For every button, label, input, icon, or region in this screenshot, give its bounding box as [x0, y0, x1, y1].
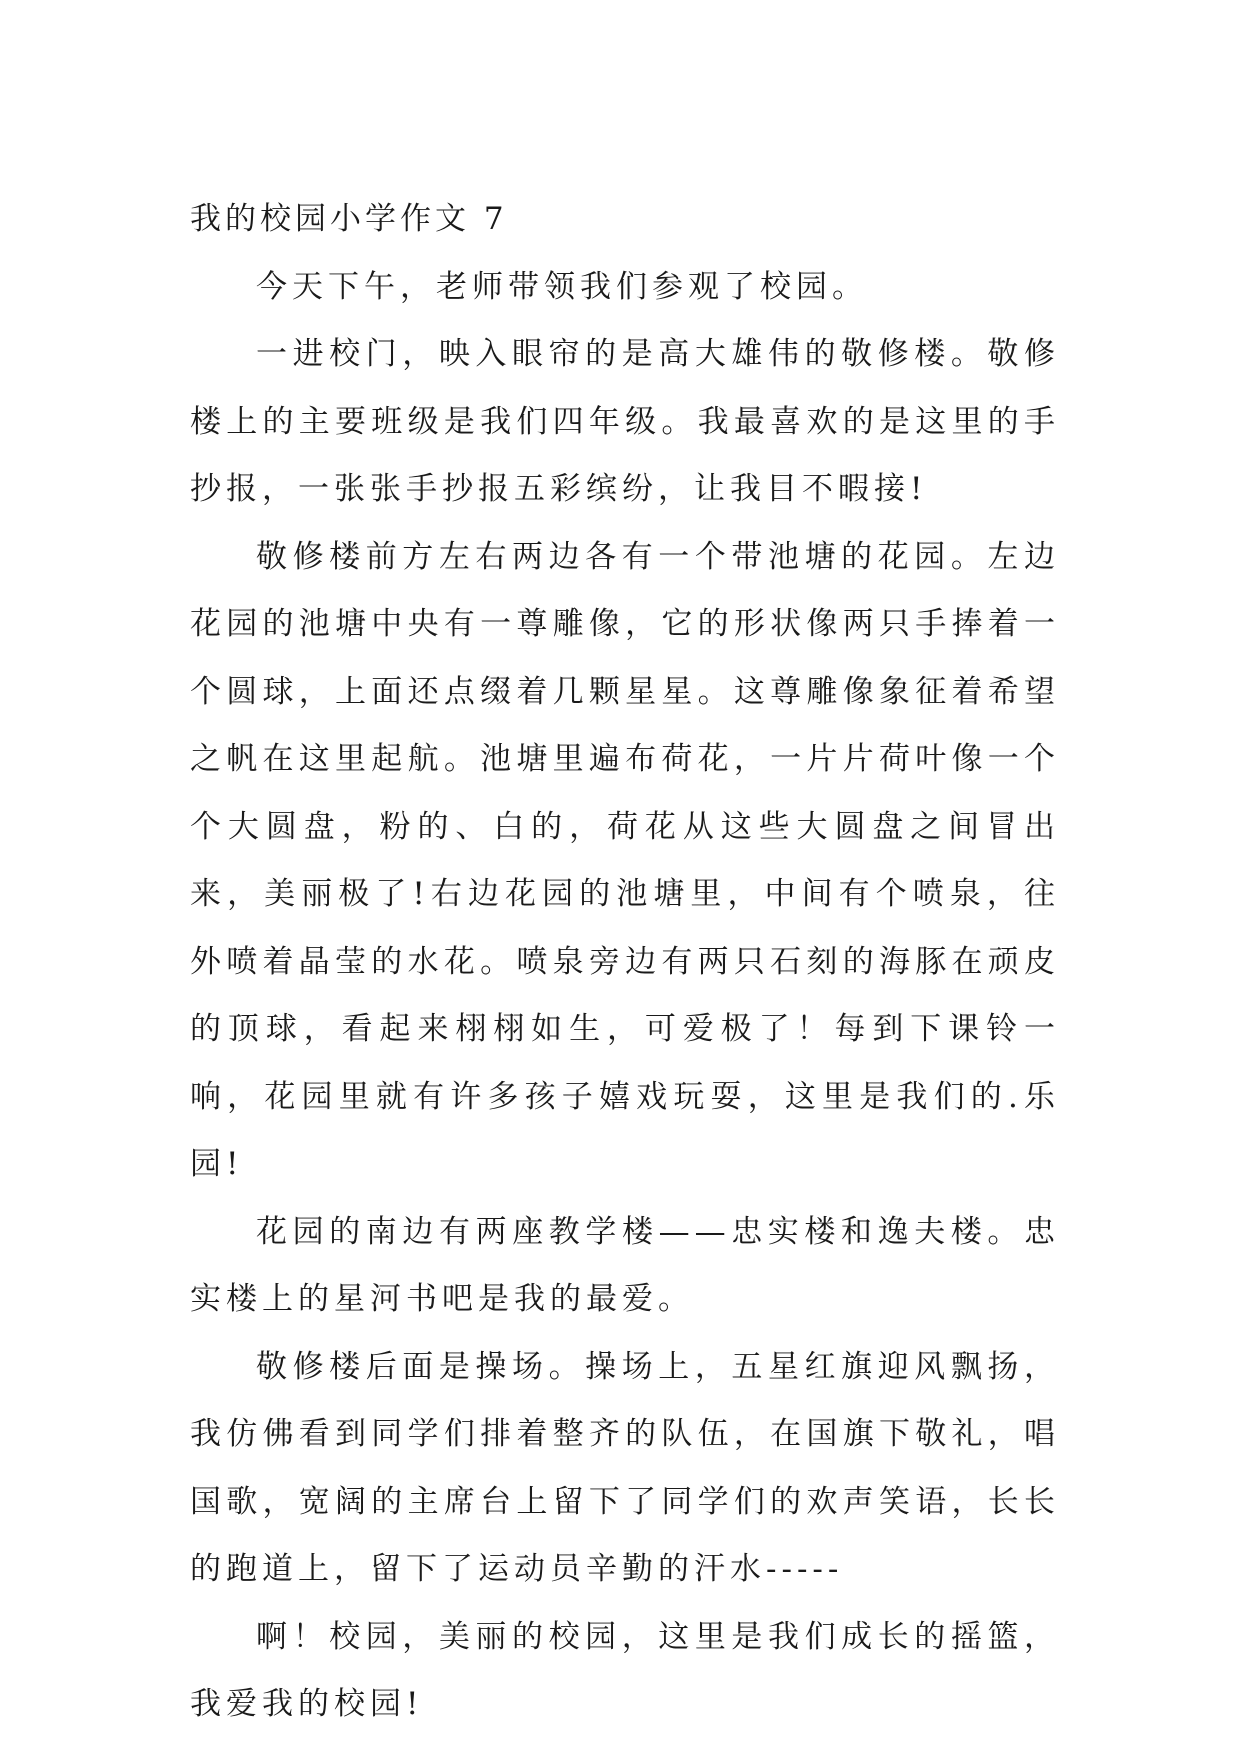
document-body	[190, 186, 1060, 1739]
paragraph-3: 敬修楼前方左右两边各有一个带池塘的花园。左边花园的池塘中央有一尊雕像，它的形状像两只手捧着一个圆球，上面还点缀着几颗星星。这尊雕像象征着希望之帆在这里起航。池塘里遍布荷花，一片片荷叶像一个个大圆盘，粉的、白的，荷花从这些大圆盘之间冒出来，美丽极了!右边花园的池塘里，中间有个喷泉，往外喷着晶莹的水花。喷泉旁边有两只石刻的海豚在顽皮的顶球，看起来栩栩如生，可爱极了！每到下课铃一响，花园里就有许多孩子嬉戏玩耍，这里是我们的.乐园!	[190, 538, 1060, 1182]
paragraph-1: 今天下午，老师带领我们参观了校园。	[256, 268, 868, 305]
paragraph-5: 敬修楼后面是操场。操场上，五星红旗迎风飘扬，我仿佛看到同学们排着整齐的队伍，在国旗下敬礼，唱国歌，宽阔的主席台上留下了同学们的欢声笑语，长长的跑道上，留下了运动员辛勤的汗水-----	[190, 1348, 1060, 1587]
paragraph-2: 一进校门，映入眼帘的是高大雄伟的敬修楼。敬修楼上的主要班级是我们四年级。我最喜欢的是这里的手抄报，一张张手抄报五彩缤纷，让我目不暇接!	[190, 336, 1060, 507]
paragraph-6: 啊！校园，美丽的校园，这里是我们成长的摇篮，我爱我的校园!	[190, 1618, 1060, 1722]
document-title: 我的校园小学作文 7	[190, 201, 508, 237]
paragraph-4: 花园的南边有两座教学楼——忠实楼和逸夫楼。忠实楼上的星河书吧是我的最爱。	[190, 1213, 1060, 1317]
